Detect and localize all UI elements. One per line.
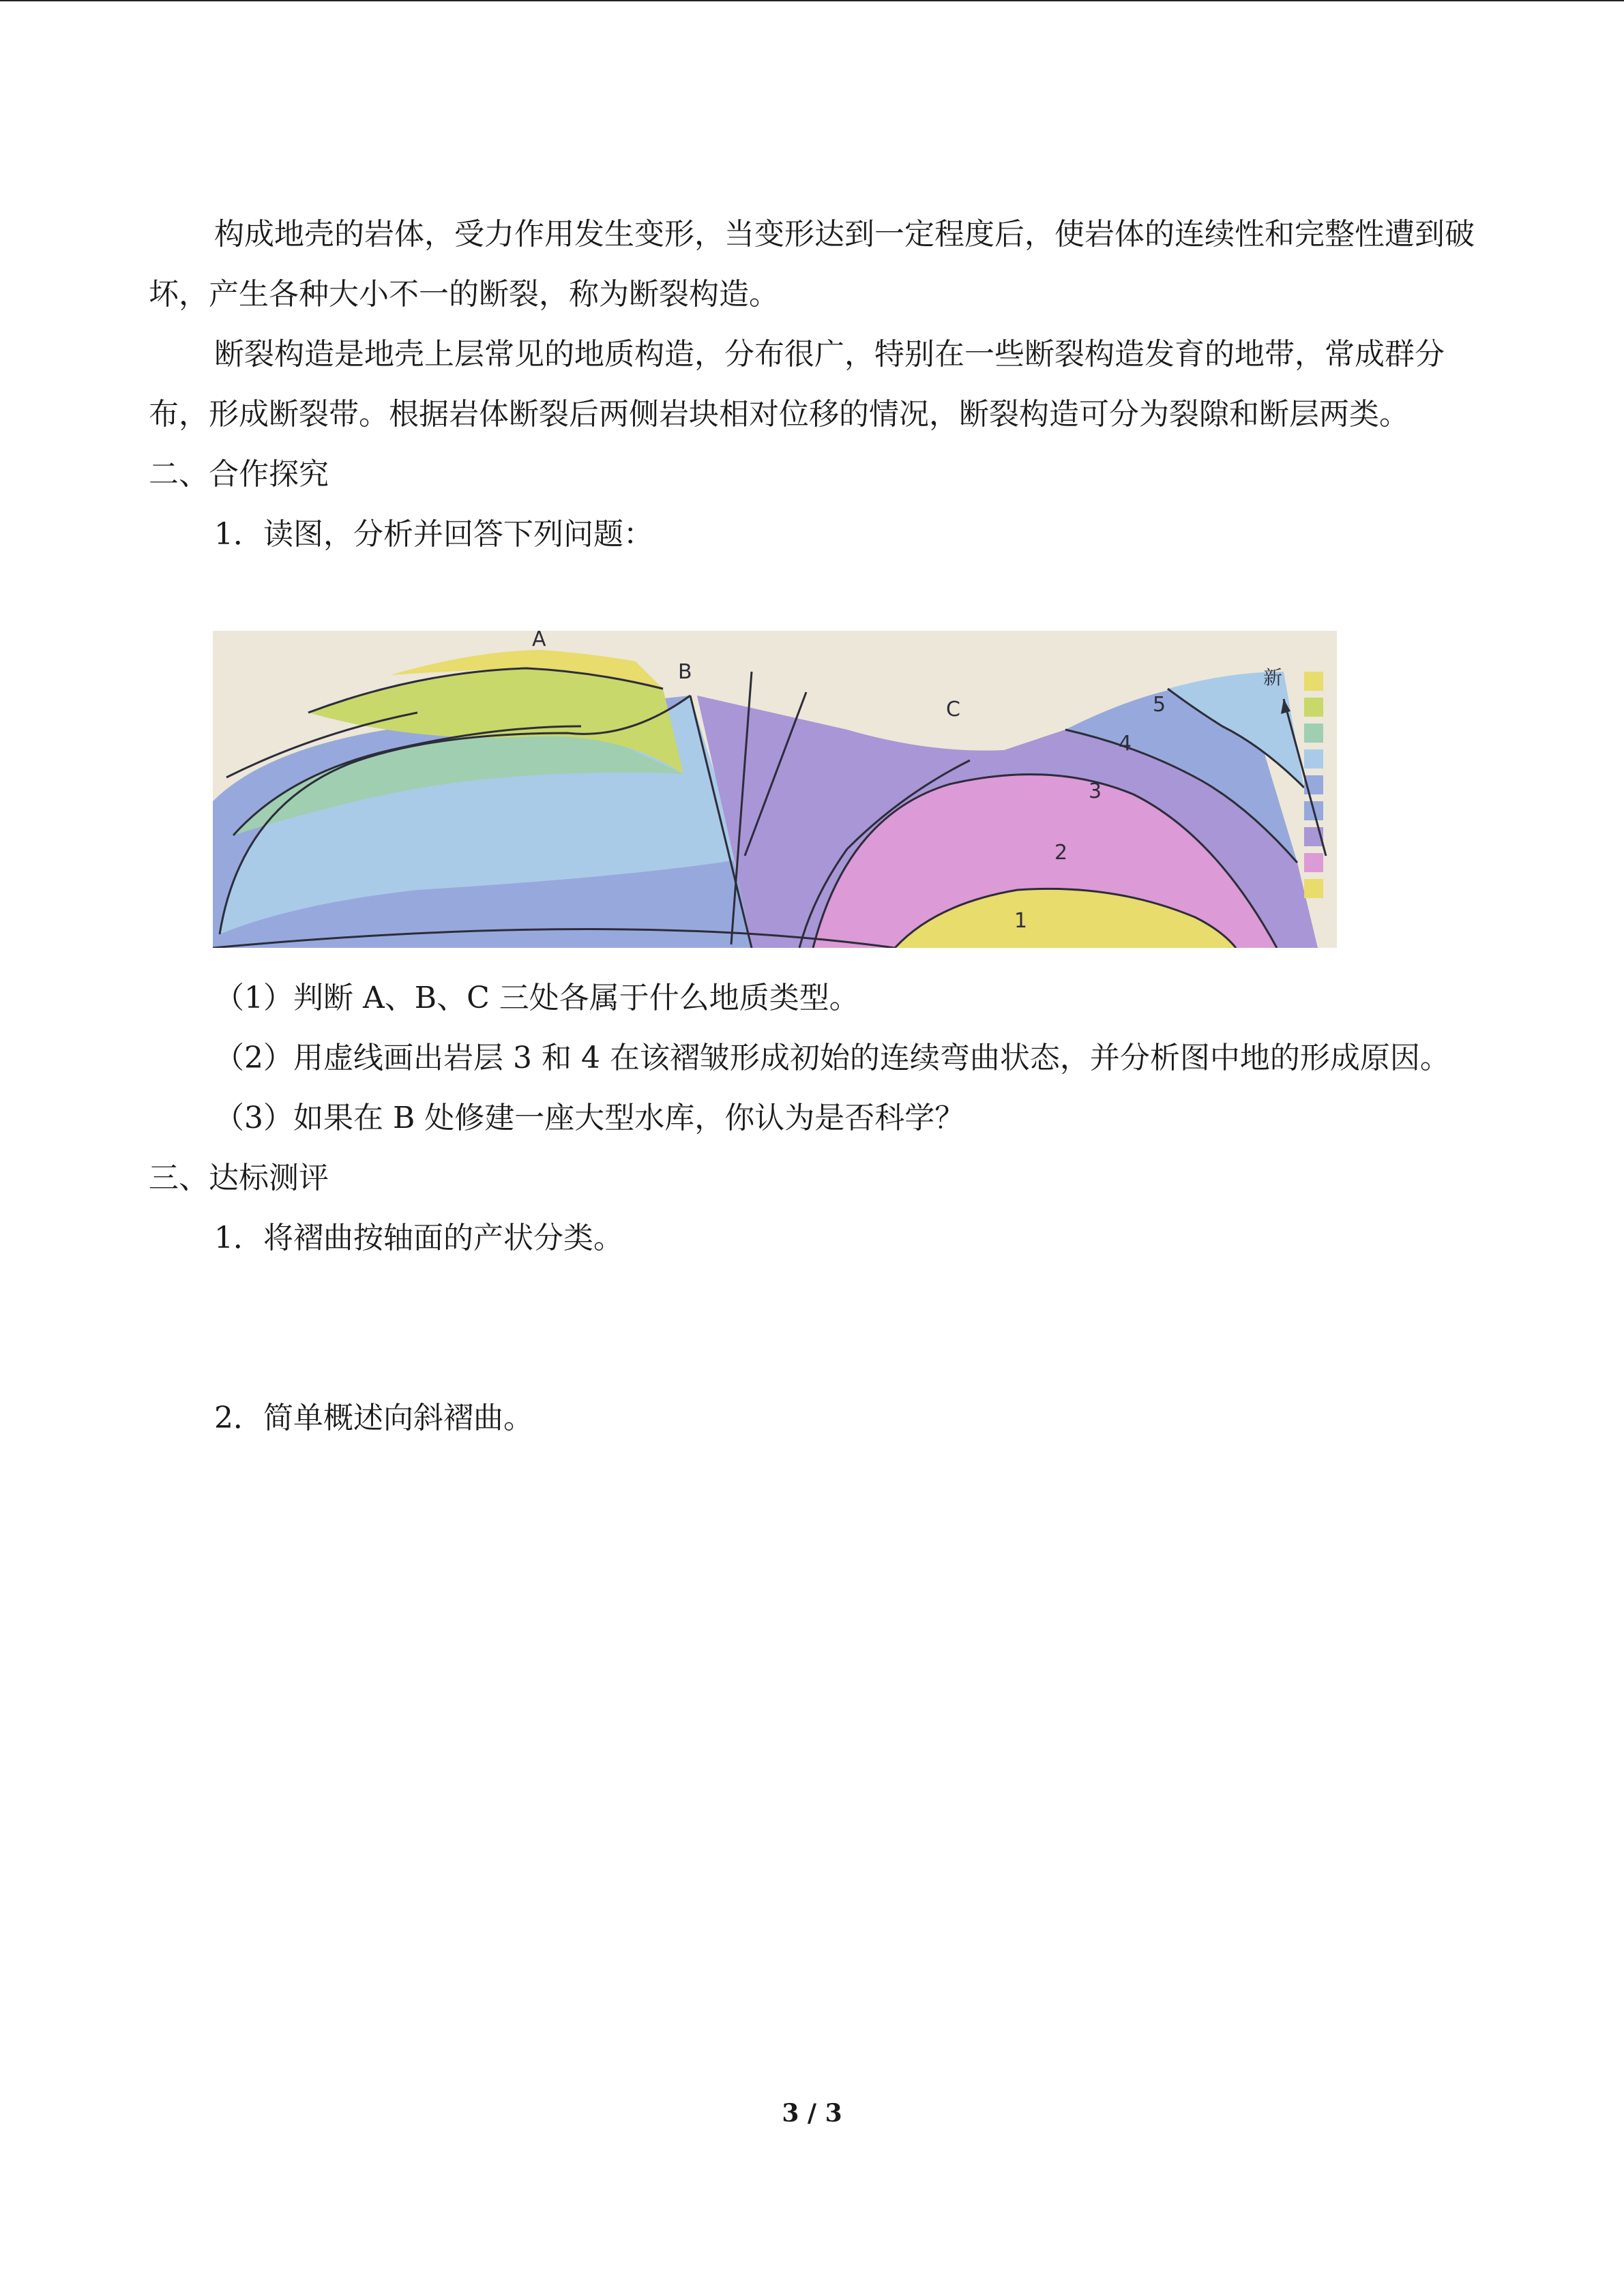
geologic-cross-section-svg	[213, 631, 1337, 948]
subquestion-3: （3）如果在 B 处修建一座大型水库，你认为是否科学？	[214, 1101, 965, 1135]
document-body-continued	[149, 968, 1486, 1448]
subquestion-1: （1）判断 A、B、C 三处各属于什么地质类型。	[214, 981, 859, 1015]
label-layer-3: 3	[1089, 779, 1102, 803]
assessment-question-1: 1．将褶曲按轴面的产状分类。	[214, 1221, 623, 1255]
top-border-line	[0, 0, 1624, 1]
label-b: B	[678, 660, 692, 684]
question-1-read-figure: 1．读图，分析并回答下列问题：	[214, 517, 653, 552]
label-layer-2: 2	[1054, 841, 1068, 865]
label-c: C	[946, 698, 960, 721]
section-heading-cooperative-inquiry: 二、合作探究	[149, 457, 329, 492]
paragraph-fault-definition: 构成地壳的岩体，受力作用发生变形，当变形达到一定程度后，使岩体的连续性和完整性遭到破坏，产生各种大小不一的断裂，称为断裂构造。	[149, 217, 1475, 312]
legend-label-new: 新	[1263, 666, 1283, 689]
label-layer-4: 4	[1119, 732, 1132, 756]
label-layer-1: 1	[1014, 909, 1028, 933]
subquestion-2: （2）用虚线画出岩层 3 和 4 在该褶皱形成初始的连续弯曲状态，并分析图中地的形成原因。	[214, 1041, 1450, 1075]
section-heading-assessment: 三、达标测评	[149, 1161, 329, 1195]
label-layer-5: 5	[1153, 693, 1166, 717]
assessment-question-2: 2．简单概述向斜褶曲。	[214, 1401, 533, 1435]
document-body	[149, 205, 1486, 565]
paragraph-fault-distribution: 断裂构造是地壳上层常见的地质构造，分布很广，特别在一些断裂构造发育的地带，常成群分布，形成断裂带。根据岩体断裂后两侧岩块相对位移的情况，断裂构造可分为裂隙和断层两类。	[149, 337, 1445, 432]
label-a: A	[532, 631, 546, 651]
page-number: 3 / 3	[782, 2099, 842, 2128]
geologic-cross-section-figure	[213, 631, 1337, 948]
answer-space-1	[149, 1268, 1486, 1388]
